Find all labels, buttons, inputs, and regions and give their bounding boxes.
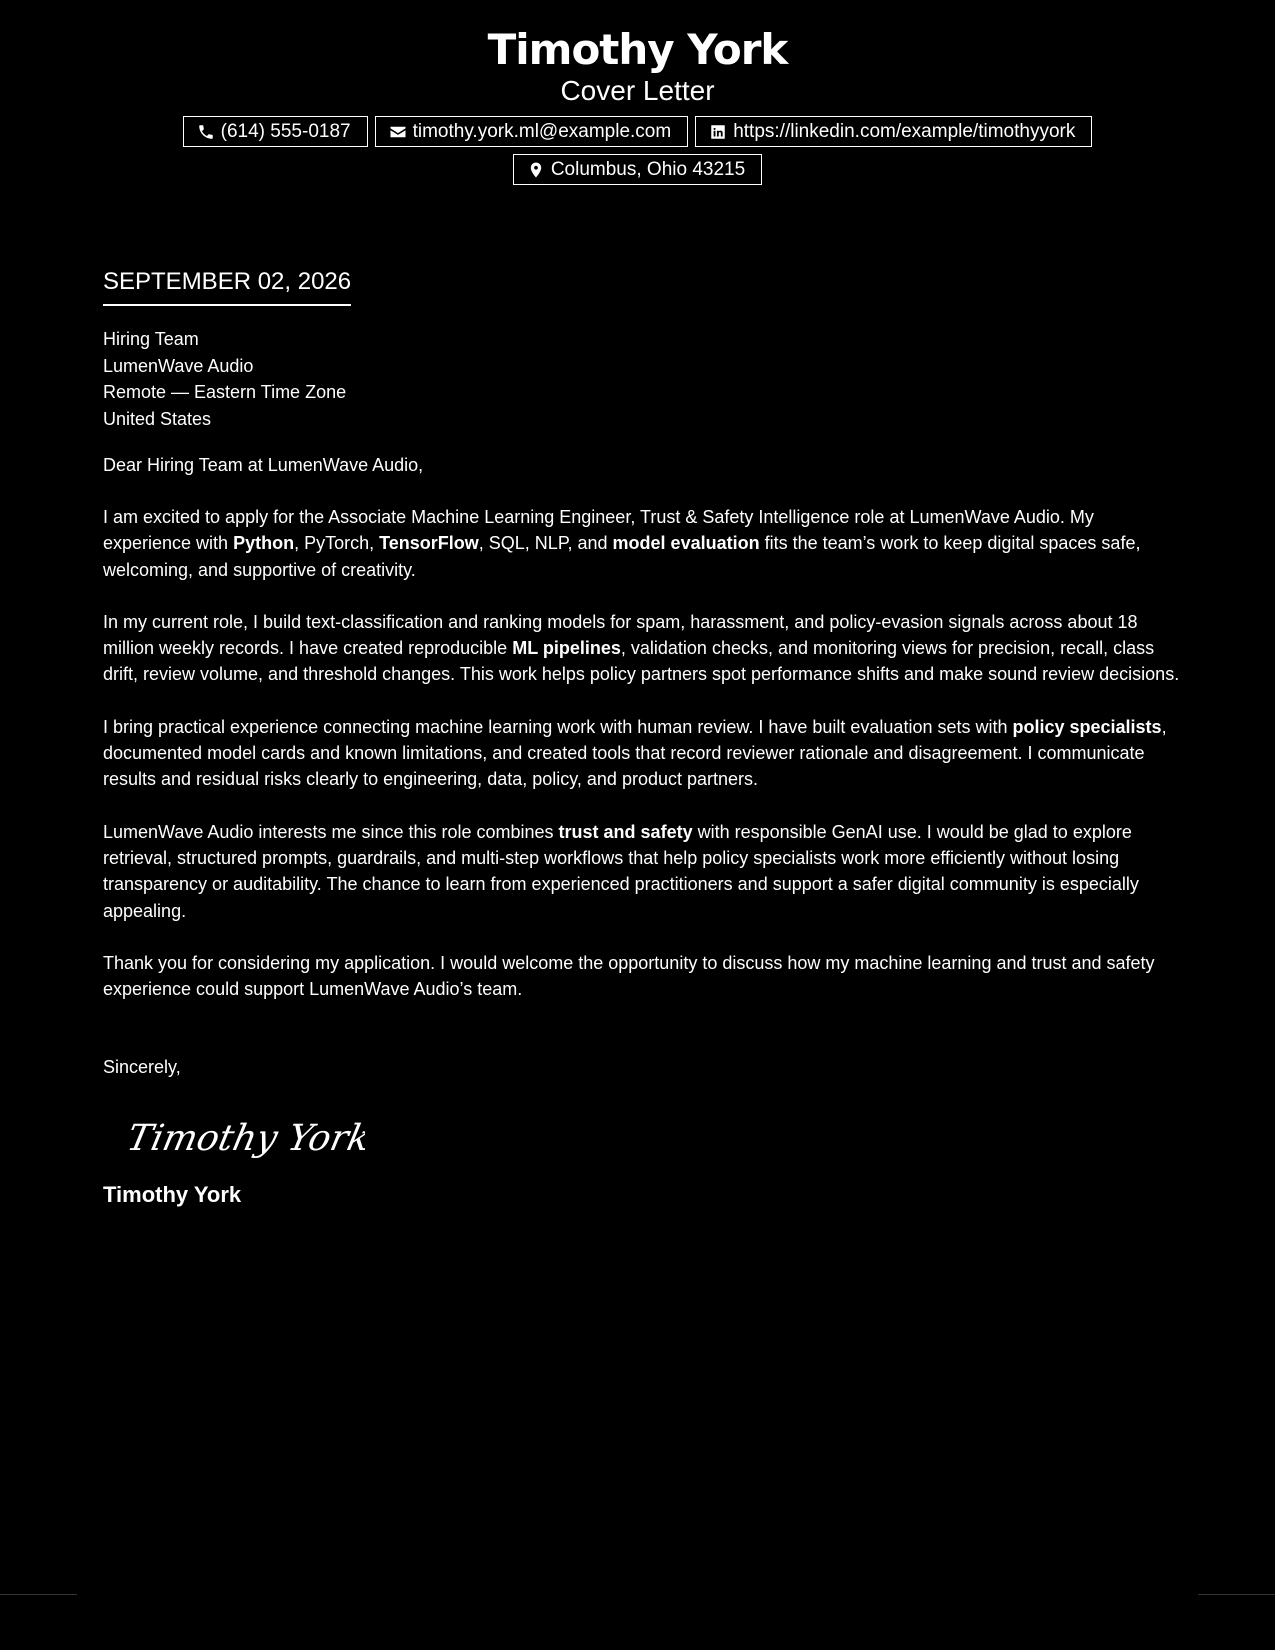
emphasis-text: Python [233,533,295,554]
paragraph-text: Thank you for considering my application. I would welcome the opportunity to discuss how my machine learning and trust and safety experience could support LumenWave Audio’s team. [103,952,1155,1000]
footer-divider-left [0,1594,77,1595]
closing: Sincerely, [103,1057,181,1078]
emphasis-text: model evaluation [612,533,760,554]
paragraph-text: , documented model cards and known limitations, and created tools that record reviewer rationale and disagreement. I communicate results and residual risks clearly to engineering, data, policy, and product partners. [103,716,1167,790]
recipient-block [103,326,1183,432]
recipient-line: Remote — Eastern Time Zone [103,382,347,402]
body-paragraph [103,819,1183,924]
letter-body [103,262,1183,1208]
paragraph-text: LumenWave Audio interests me since this role combines [103,821,559,842]
letter-date: SEPTEMBER 02, 2026 [103,262,351,306]
body-paragraph [103,714,1183,793]
contact-row [0,116,1275,147]
location-chip [513,154,762,185]
footer-divider-right [1198,1594,1275,1595]
paragraph-text: I bring practical experience connecting machine learning work with human review. I have built evaluation sets with [103,716,1013,737]
salutation: Dear Hiring Team at LumenWave Audio, [103,455,424,475]
paragraph-text: fits the team’s work to keep digital spaces safe, welcoming, and supportive of creativity. [103,533,1141,580]
letter-paragraphs [103,504,1183,1002]
paragraph-text: , SQL, NLP, and [478,533,613,554]
linkedin-icon [709,123,727,141]
emphasis-text: ML pipelines [512,638,621,659]
linkedin-text: https://linkedin.com/example/timothyyork [733,120,1076,142]
location-text: Columbus, Ohio 43215 [550,158,746,180]
body-paragraph [103,504,1183,583]
map-marker-icon [527,161,545,179]
recipient-line: LumenWave Audio [103,355,254,376]
email-text: timothy.york.ml@example.com [412,120,672,142]
letter-header [0,0,1275,185]
contact-row-2 [0,154,1275,185]
applicant-name: Timothy York [487,25,788,74]
linkedin-chip[interactable] [695,116,1092,147]
paragraph-text: I am excited to apply for the Associate Machine Learning Engineer, Trust & Safety Intelligence role at LumenWave Audio. My experience with [103,507,1094,554]
emphasis-text: TensorFlow [379,533,479,554]
signed-name: Timothy York [103,1182,242,1208]
phone-text: (614) 555-0187 [220,120,351,142]
envelope-icon [389,123,407,141]
paragraph-text: In my current role, I build text-classification and ranking models for spam, harassment, and policy-evasion signals across about 18 million weekly records. I have created reproducible [103,611,1138,659]
emphasis-text: trust and safety [558,821,693,842]
paragraph-text: , validation checks, and monitoring views for precision, recall, class drift, review volume, and threshold changes. This work helps policy partners spot performance shifts and make sound review decisions. [103,638,1180,685]
signature-text: Timothy York [125,1116,365,1160]
recipient-line: United States [103,408,212,429]
document-subtitle: Cover Letter [560,75,715,106]
phone-chip[interactable] [183,116,368,147]
paragraph-text: , PyTorch, [294,533,380,554]
signature-image [125,1104,1183,1168]
emphasis-text: policy specialists [1012,716,1162,737]
paragraph-text: with responsible GenAI use. I would be glad to explore retrieval, structured prompts, guardrails, and multi-step workflows that help policy specialists work more efficiently without losing transparency or auditability. The chance to learn from experienced practitioners and support a safer digital community is especially appealing. [103,821,1139,921]
phone-icon [197,123,215,141]
email-chip[interactable] [375,116,689,147]
body-paragraph [103,950,1183,1003]
recipient-line: Hiring Team [103,329,199,349]
body-paragraph [103,609,1183,688]
